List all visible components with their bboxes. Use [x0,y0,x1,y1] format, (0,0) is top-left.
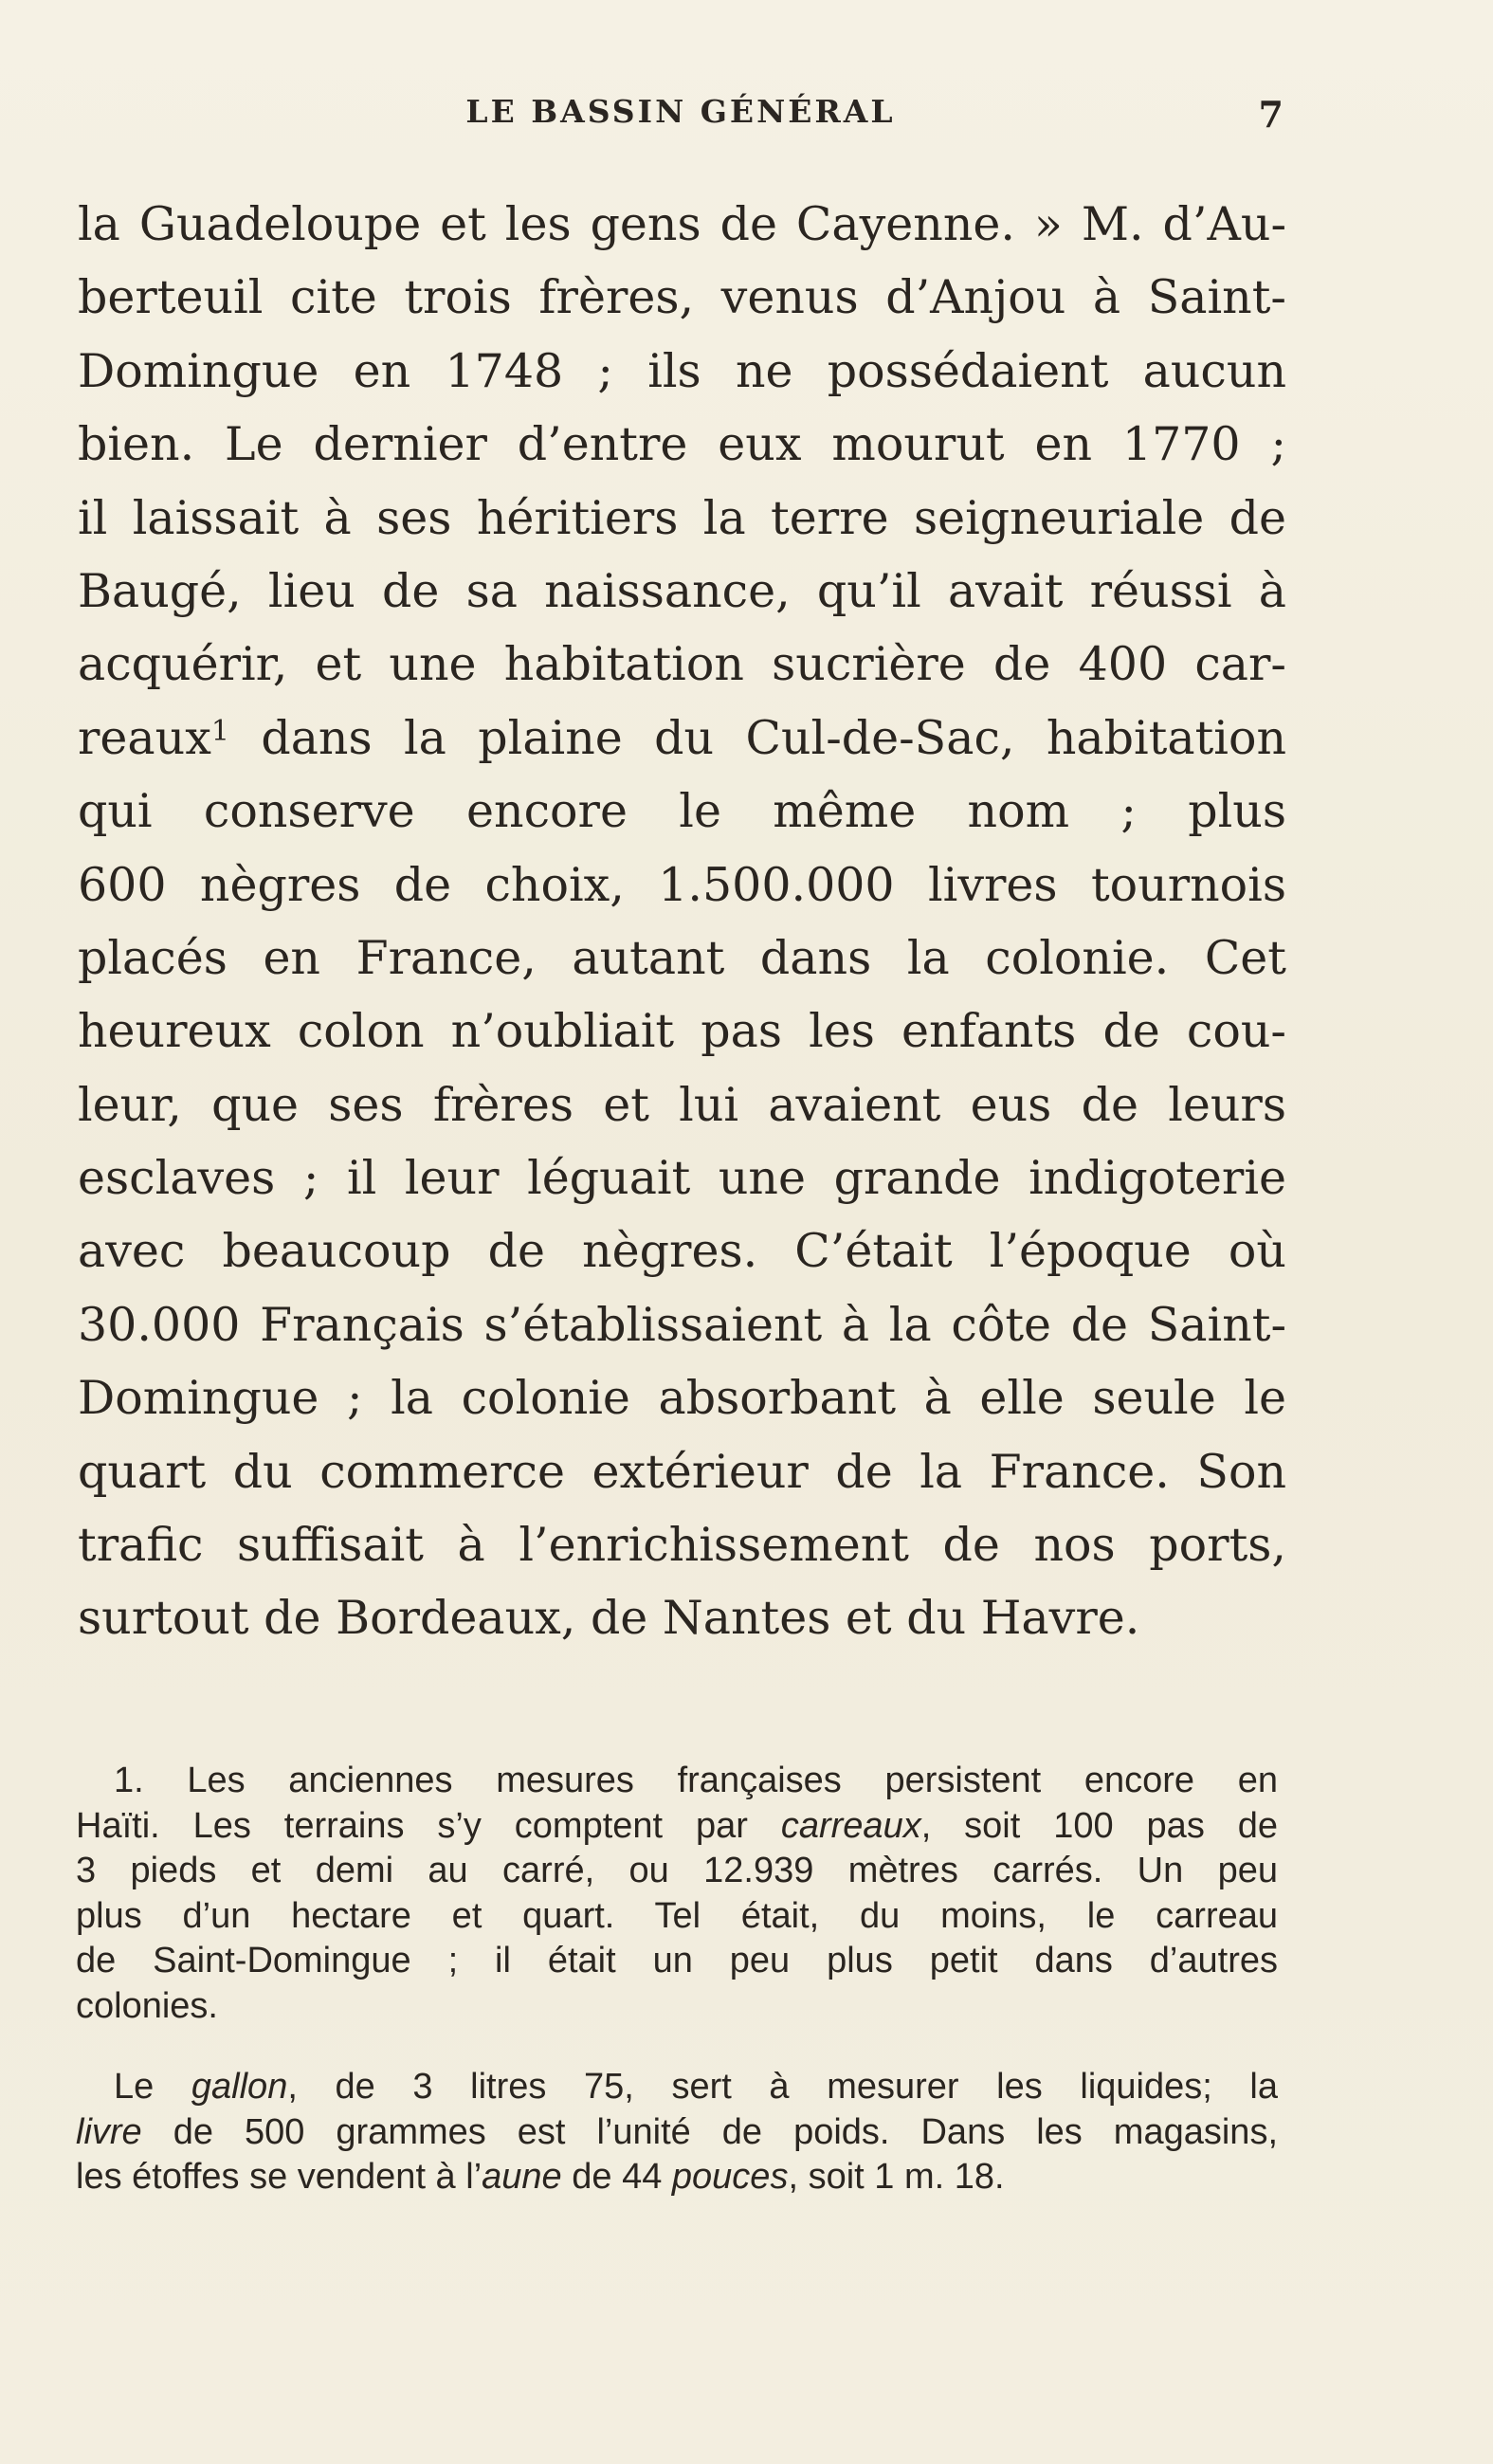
footnote-text: de 500 grammes est l’unité de poids. Dans les magasins, [141,2111,1278,2152]
footnote-italic: carreaux [780,1805,921,1846]
text-line [78,702,1286,775]
footnote-ref-mark: 1 [210,714,229,748]
text-line: 600 nègres de choix, 1.500.000 livres tournois [78,857,1286,912]
footnote-line [76,2110,1278,2156]
footnote-2 [76,2065,1278,2200]
footnote-line: plus d’un hectare et quart. Tel était, du moins, le carreau [76,1895,1278,1936]
text-line: Domingue en 1748 ; ils ne possédaient aucun [78,343,1286,398]
footnote-italic: livre [76,2111,142,2152]
footnote-italic: gallon [191,2067,288,2107]
footnote-text: Les anciennes mesures françaises persistent encore en [187,1761,1278,1800]
footnote-ref-word: reaux [78,710,211,765]
footnote-text: Le [114,2067,191,2107]
text-line: bien. Le dernier d’entre eux mourut en 1770 ; [78,417,1286,472]
text-line: heureux colon n’oubliait pas les enfants de cou- [78,1004,1286,1059]
footnote-number: 1. [114,1761,144,1800]
text-line: avec beaucoup de nègres. C’était l’époque où [78,1224,1286,1279]
text-line: quart du commerce extérieur de la France. Son [78,1444,1286,1499]
footnotes [76,1759,1278,2200]
text-line: surtout de Bordeaux, de Nantes et du Havre. [78,1591,1140,1646]
text-line: Domingue ; la colonie absorbant à elle seule le [78,1371,1286,1426]
footnote-text: , de 3 litres 75, sert à mesurer les liquides; la [287,2067,1279,2107]
text-line: berteuil cite trois frères, venus d’Anjou à Saint- [78,270,1286,325]
running-head [78,93,1284,140]
text-line: leur, que ses frères et lui avaient eus de leurs [78,1077,1286,1132]
footnote-italic: aune [482,2157,562,2197]
footnote-text: , soit 1 m. 18. [788,2157,1005,2197]
footnote-line: colonies. [76,1985,218,2026]
footnote-text: , soit 100 pas de [920,1805,1278,1846]
footnote-text: Haïti. Les terrains s’y comptent par [76,1805,748,1846]
text-line: trafic suffisait à l’enrichissement de nos ports, [78,1518,1286,1573]
footnote-text: de 44 [561,2157,672,2197]
text-line: esclaves ; il leur léguait une grande indigoterie [78,1151,1286,1206]
page-number: 7 [1258,93,1284,136]
text-line: acquérir, et une habitation sucrière de 400 car- [78,637,1286,692]
footnote-line [76,1804,1278,1850]
text-line: 30.000 Français s’établissaient à la côte de Saint- [78,1297,1286,1352]
text-line: Baugé, lieu de sa naissance, qu’il avait réussi à [78,563,1286,618]
footnote-italic: pouces [671,2157,789,2197]
text-line: placés en France, autant dans la colonie. Cet [78,930,1286,985]
footnote-line [76,2155,1278,2200]
text-line-rest: dans la plaine du Cul-de-Sac, habitation [261,710,1287,765]
text-line: la Guadeloupe et les gens de Cayenne. » M. d’Au- [78,197,1286,251]
running-title: LE BASSIN GÉNÉRAL [465,93,896,130]
footnote-text: les étoffes se vendent à l’ [76,2157,482,2197]
text-line: il laissait à ses héritiers la terre seigneuriale de [78,490,1286,545]
footnote-line [76,1759,1278,1804]
footnote-line [76,2065,1278,2110]
text-line: qui conserve encore le même nom ; plus [78,784,1286,839]
footnote-line: de Saint-Domingue ; il était un peu plus petit dans d’autres [76,1941,1278,1980]
main-text [78,188,1286,1655]
footnote-line: 3 pieds et demi au carré, ou 12.939 mètres carrés. Un peu [76,1851,1278,1890]
footnote-1 [76,1759,1278,2029]
